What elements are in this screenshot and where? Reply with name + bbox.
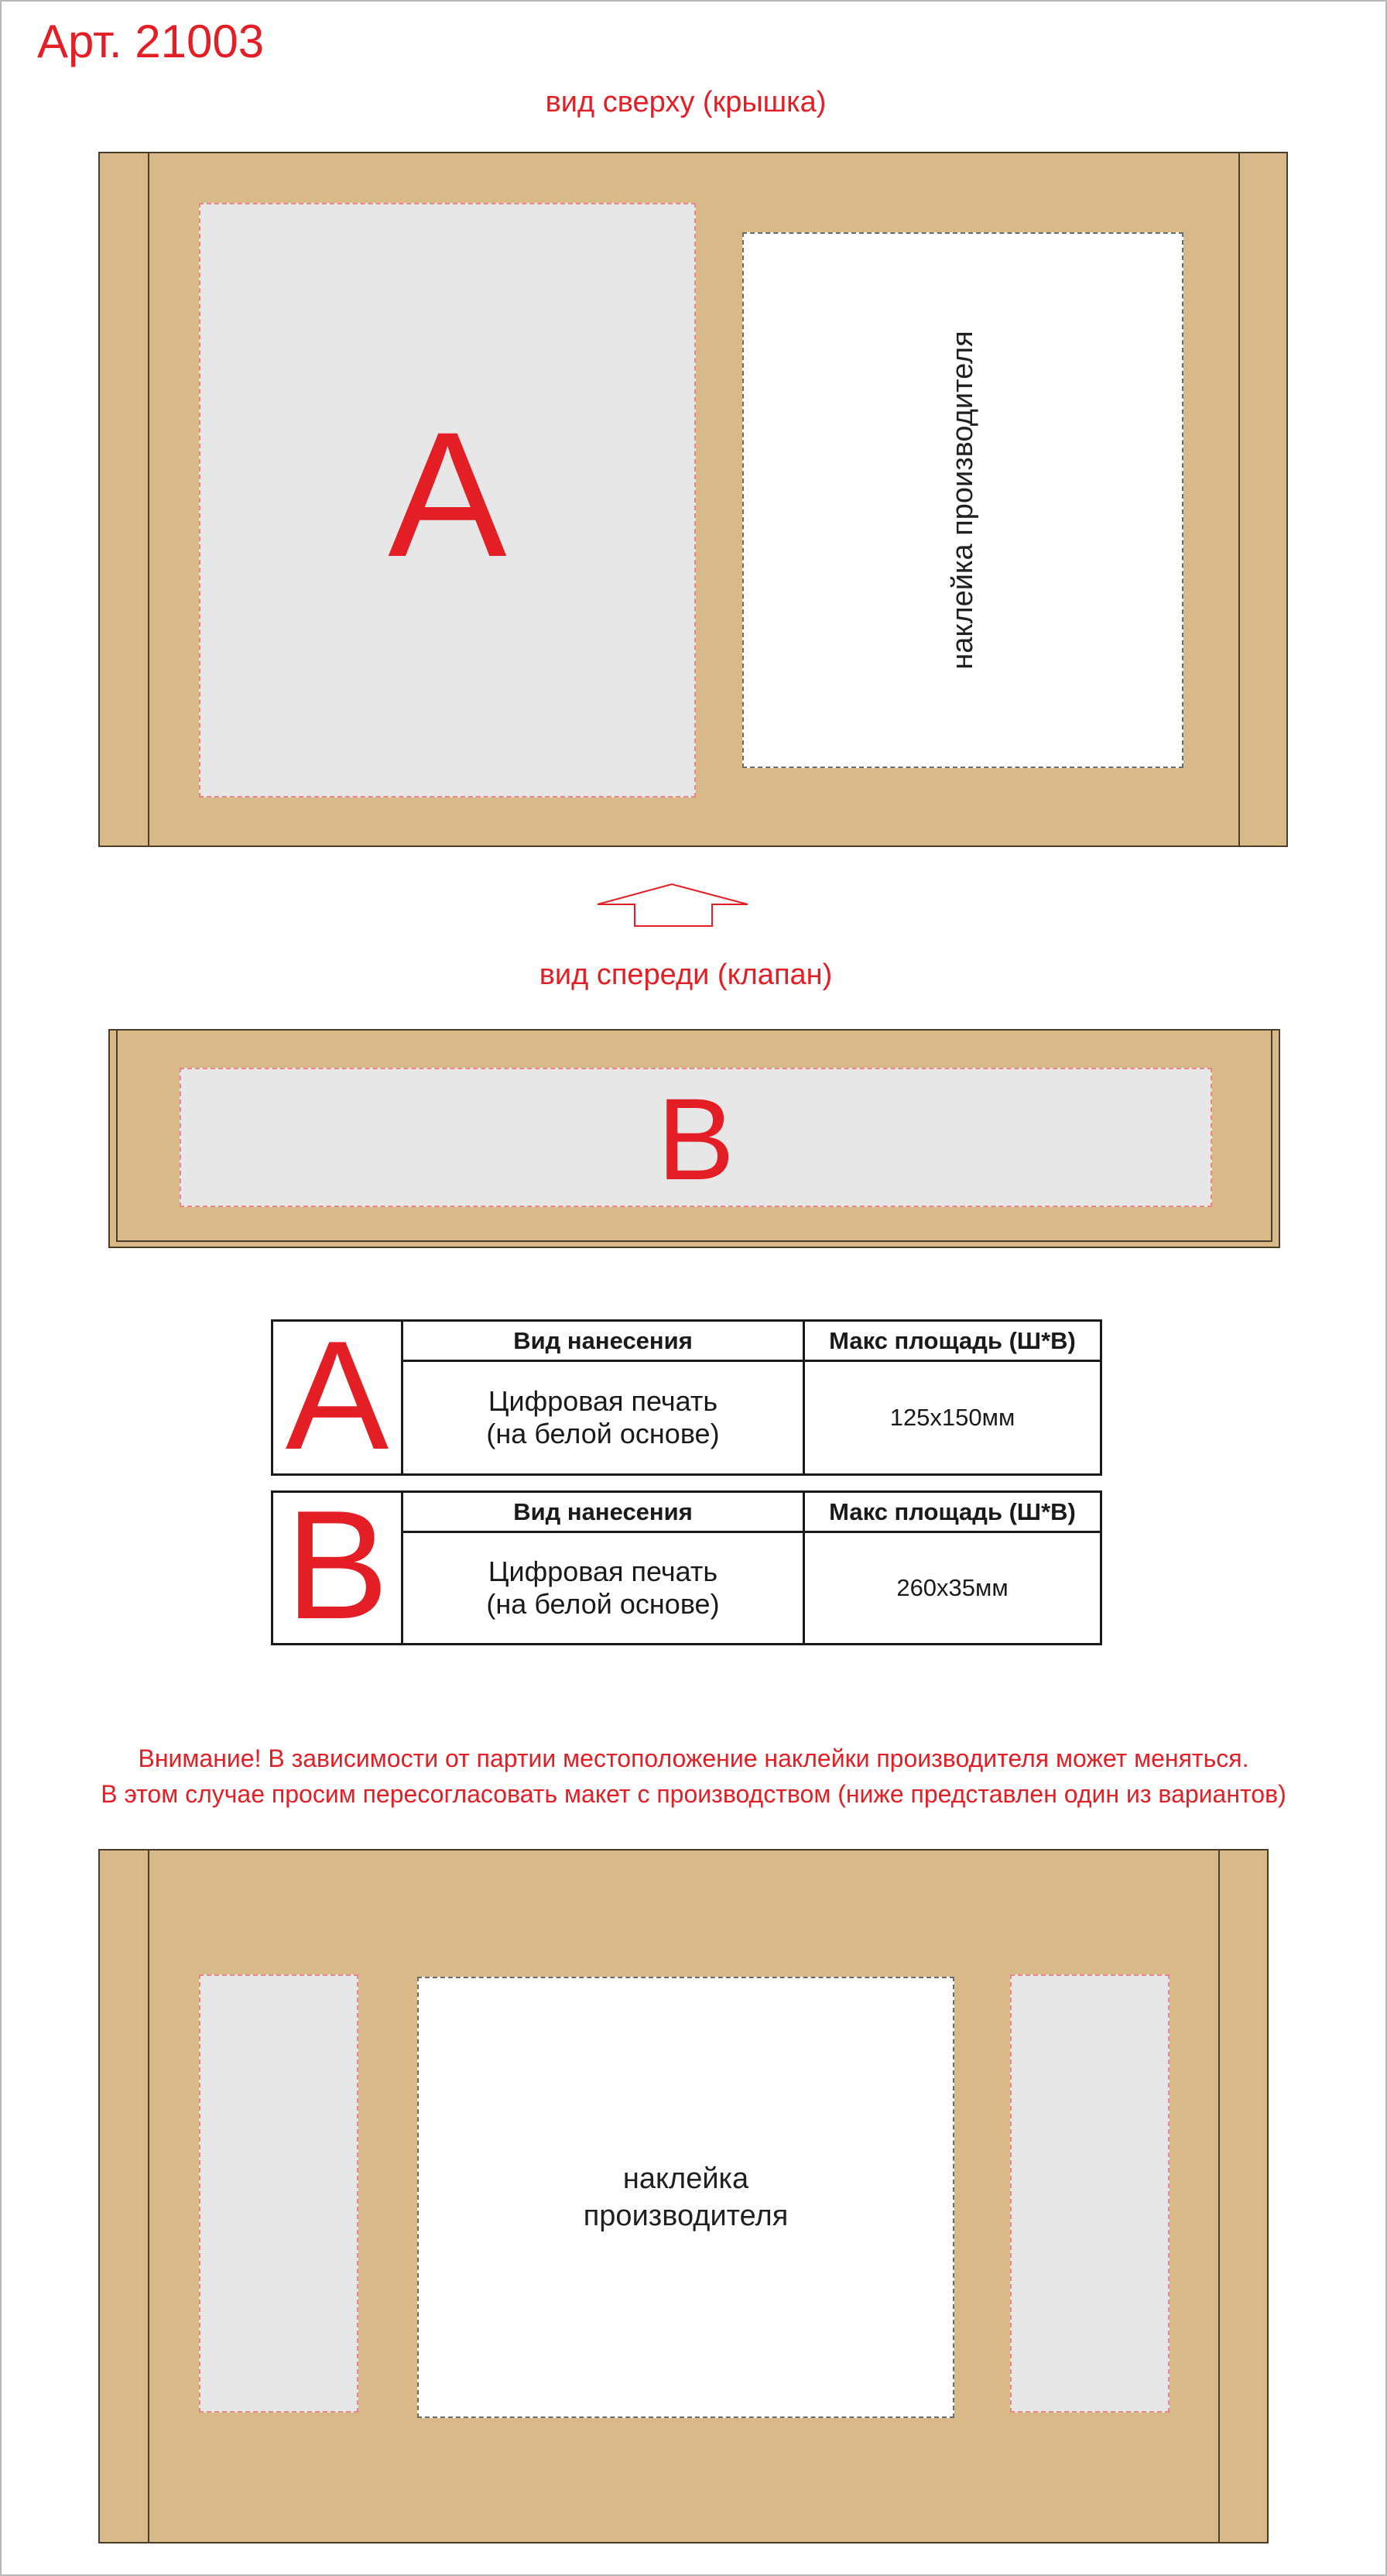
front-view-caption: вид спереди (клапан) <box>539 959 833 991</box>
spec-a-header <box>403 1322 1100 1362</box>
top-view-lid <box>98 152 1288 847</box>
zone-b-letter: B <box>656 1074 735 1204</box>
spec-b-row <box>403 1533 1100 1643</box>
print-zone-a <box>199 203 696 797</box>
spec-b-area: 260х35мм <box>896 1574 1009 1601</box>
zone-a-letter: A <box>388 395 507 594</box>
alt-print-zone-left <box>199 1974 358 2413</box>
alt-lid-right-fold <box>1218 1851 1220 2542</box>
spec-b-header <box>403 1493 1100 1533</box>
spec-b-letter: B <box>285 1479 389 1652</box>
spec-a-row <box>403 1362 1100 1473</box>
spec-a-method: Цифровая печать (на белой основе) <box>403 1362 805 1473</box>
front-view-flap <box>108 1029 1280 1248</box>
top-view-caption: вид сверху (крышка) <box>545 86 827 118</box>
warning-line-1: Внимание! В зависимости от партии местоположение наклейки производителя может меняться. <box>138 1744 1249 1772</box>
spec-b-method: Цифровая печать (на белой основе) <box>403 1533 805 1643</box>
spec-b-letter-cell <box>273 1479 403 1652</box>
alt-view-lid <box>98 1849 1269 2543</box>
alt-print-zone-right <box>1010 1974 1170 2413</box>
spec-a-header-method: Вид нанесения <box>403 1322 805 1360</box>
warning-line-2: В этом случае просим пересогласовать макет с производством (ниже представлен один из вариантов) <box>101 1780 1286 1808</box>
spec-a-letter-cell <box>273 1309 403 1482</box>
spec-a-header-area: Макс площадь (Ш*В) <box>829 1326 1076 1354</box>
article-title: Арт. 21003 <box>37 15 265 67</box>
spec-b-header-method: Вид нанесения <box>403 1493 805 1531</box>
lid-right-fold <box>1238 153 1240 846</box>
spec-b-header-area: Макс площадь (Ш*В) <box>829 1497 1076 1525</box>
manufacturer-sticker <box>742 232 1183 768</box>
spec-table-b <box>271 1479 1102 1652</box>
spec-a-letter: A <box>285 1309 389 1482</box>
print-zone-b <box>180 1068 1212 1207</box>
sticker-label: наклейка производителя <box>947 331 979 670</box>
alt-sticker-label: наклейка производителя <box>583 2163 789 2232</box>
lid-left-fold <box>148 153 149 846</box>
spec-table-a <box>271 1309 1102 1482</box>
warning-note <box>0 1741 1387 1812</box>
up-arrow-icon <box>596 883 751 929</box>
spec-a-area: 125х150мм <box>889 1404 1015 1431</box>
alt-lid-left-fold <box>148 1851 149 2542</box>
alt-manufacturer-sticker <box>417 1977 954 2418</box>
